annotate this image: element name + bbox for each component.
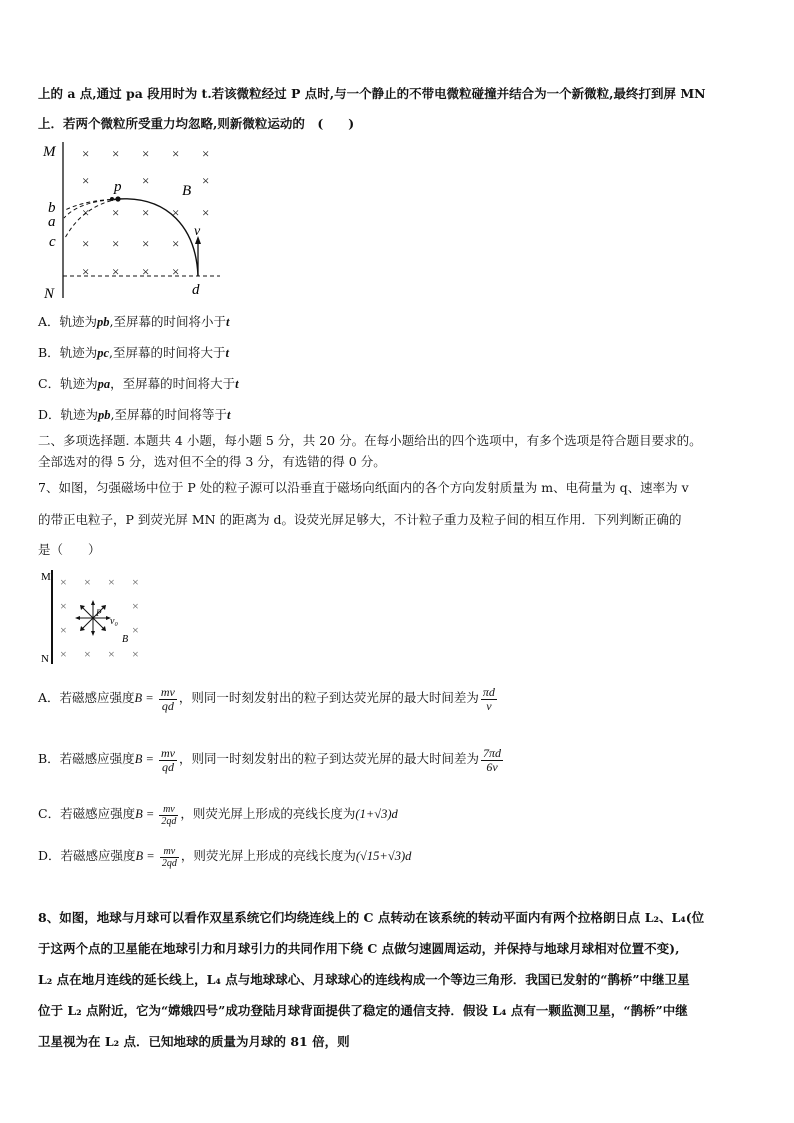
field-cross: × — [142, 236, 150, 251]
q7-figure — [38, 566, 158, 670]
field-cross: × — [202, 146, 210, 161]
label-M: M — [43, 144, 56, 160]
q6-option-C-path: pa — [97, 377, 111, 391]
label-N: N — [41, 653, 49, 665]
label-v: v — [194, 224, 201, 239]
q6-option-D-prefix: 轨迹为 — [60, 407, 99, 422]
q7-option-A[interactable] — [38, 684, 499, 713]
q8-stem-line3: L₂ 点在地月连线的延长线上，L₄ 点与地球球心、月球球心的连线构成一个等边三角形．我国已发射的“鹊桥”中继卫星 — [38, 972, 690, 987]
q7-option-B-text2: ，则同一时刻发射出的粒子到达荧光屏的最大时间差为 — [179, 751, 480, 766]
q7-option-A-answer: $\frac{\pi d}{v}$ — [482, 684, 495, 713]
q6-option-D-t: t — [227, 408, 231, 422]
label-M: M — [41, 571, 51, 583]
label-B: B — [182, 183, 192, 199]
neutral-particle — [110, 197, 114, 201]
label-b: b — [48, 200, 56, 216]
q6-option-D-label: D． — [38, 407, 61, 422]
q7-option-B[interactable] — [38, 745, 505, 774]
q7-option-D-answer: (√15+√3)d — [355, 849, 412, 863]
trajectory-arc — [118, 199, 198, 276]
q6-option-C-t: t — [235, 377, 239, 391]
field-cross: × — [112, 146, 120, 161]
q7-option-A-formula: B = $\frac{mv}{qd}$ — [134, 684, 175, 713]
q7-option-C-formula: B = $\frac{mv}{2qd}$ — [135, 803, 177, 827]
q8-stem-line4: 位于 L₂ 点附近，它为“嫦娥四号”成功登陆月球背面提供了稳定的通信支持．假设 L₄ 点有一颗监测卫星，“鹊桥”中继 — [38, 1003, 688, 1018]
q6-option-D[interactable] — [38, 407, 231, 423]
q6-option-A[interactable] — [38, 314, 230, 330]
field-cross: × — [60, 647, 67, 661]
q7-option-A-text1: A．若磁感应强度 — [38, 690, 135, 705]
q6-option-B-label: B． — [38, 345, 60, 360]
q6-option-A-label: A． — [38, 314, 60, 329]
field-cross: × — [60, 575, 67, 589]
q7-option-D-formula: B = $\frac{mv}{2qd}$ — [135, 845, 177, 869]
field-cross: × — [132, 575, 139, 589]
field-cross: × — [132, 599, 139, 613]
q6-option-C[interactable] — [38, 376, 239, 392]
q7-option-B-formula: B = $\frac{mv}{qd}$ — [134, 745, 176, 774]
q7-option-C-text1: C．若磁感应强度 — [38, 806, 136, 821]
label-B: B — [122, 634, 129, 645]
q7-option-B-text1: B．若磁感应强度 — [38, 751, 135, 766]
magnetic-field-crosses — [82, 146, 209, 279]
field-cross: × — [132, 623, 139, 637]
label-P: P — [96, 608, 102, 618]
field-cross: × — [202, 205, 210, 220]
field-cross: × — [108, 647, 115, 661]
field-cross: × — [82, 264, 90, 279]
q6-option-B-t: t — [225, 346, 229, 360]
q6-option-B[interactable] — [38, 345, 229, 361]
q6-option-A-path: pb — [97, 315, 110, 329]
q7-option-C-text2: ，则荧光屏上形成的亮线长度为 — [180, 806, 356, 821]
q7-option-A-text2: ，则同一时刻发射出的粒子到达荧光屏的最大时间差为 — [178, 690, 479, 705]
label-N: N — [44, 286, 55, 302]
q6-option-B-rest: ,至屏幕的时间将大于 — [109, 345, 226, 360]
trajectory-pa — [64, 199, 118, 218]
field-cross: × — [84, 575, 91, 589]
field-cross: × — [60, 623, 67, 637]
q8-stem-line5: 卫星视为在 L₂ 点．已知地球的质量为月球的 81 倍，则 — [38, 1034, 350, 1049]
q6-option-A-prefix: 轨迹为 — [59, 314, 98, 329]
q6-option-D-rest: ,至屏幕的时间将等于 — [110, 407, 228, 422]
field-cross: × — [132, 647, 139, 661]
field-cross: × — [142, 205, 150, 220]
q8-stem-line1: 8、如图，地球与月球可以看作双星系统它们均绕连线上的 C 点转动在该系统的转动平面内有两个拉格朗日点 L₂、L₄(位 — [38, 910, 705, 925]
field-cross: × — [112, 236, 120, 251]
field-cross: × — [108, 575, 115, 589]
q6-option-A-t: t — [226, 315, 230, 329]
label-p: p — [114, 179, 122, 195]
q8-stem-line2: 于这两个点的卫星能在地球引力和月球引力的共同作用下绕 C 点做匀速圆周运动，并保持与地球月球相对位置不变), — [38, 941, 680, 956]
field-cross: × — [172, 205, 180, 220]
label-d: d — [192, 282, 200, 298]
label-a: a — [48, 214, 56, 230]
q6-option-C-prefix: 轨迹为 — [60, 376, 98, 391]
field-cross: × — [142, 146, 150, 161]
q6-option-B-prefix: 轨迹为 — [59, 345, 98, 360]
q7-stem-line1: 7、如图，匀强磁场中位于 P 处的粒子源可以沿垂直于磁场向纸面内的各个方向发射质量为 m、电荷量为 q、速率为 v — [38, 480, 689, 495]
field-cross: × — [172, 264, 180, 279]
field-cross: × — [84, 647, 91, 661]
q7-stem-line2: 的带正电粒子，P 到荧光屏 MN 的距离为 d。设荧光屏足够大，不计粒子重力及粒子间的相互作用．下列判断正确的 — [38, 512, 682, 527]
section2-instruction-line2: 全部选对的得 5 分，选对但不全的得 3 分，有选错的得 0 分。 — [38, 454, 386, 469]
field-cross: × — [172, 146, 180, 161]
q7-option-C[interactable] — [38, 802, 398, 827]
trajectory-pc — [65, 199, 118, 238]
field-cross: × — [60, 599, 67, 613]
q6-option-C-rest: ，至屏幕的时间将大于 — [110, 376, 236, 391]
field-cross: × — [82, 205, 90, 220]
field-cross: × — [112, 264, 120, 279]
point-p — [115, 196, 120, 201]
q7-option-D-text2: ，则荧光屏上形成的亮线长度为 — [180, 848, 356, 863]
label-v0: v₀ — [110, 616, 118, 627]
field-cross: × — [202, 173, 210, 188]
q7-option-C-answer: (1+√3)d — [355, 807, 398, 821]
q7-option-D[interactable] — [38, 844, 411, 869]
q7-option-D-text1: D．若磁感应强度 — [38, 848, 136, 863]
q6-option-C-label: C． — [38, 376, 61, 391]
section2-instruction-line1: 二、多项选择题. 本题共 4 小题，每小题 5 分，共 20 分。在每小题给出的四个选项中，有多个选项是符合题目要求的。 — [38, 433, 702, 448]
field-cross: × — [82, 173, 90, 188]
q6-option-D-path: pb — [98, 408, 111, 422]
q6-option-B-path: pc — [97, 346, 110, 360]
label-c: c — [49, 234, 56, 250]
field-cross: × — [142, 173, 150, 188]
field-cross: × — [142, 264, 150, 279]
q6-stem-line1: 上的 a 点,通过 pa 段用时为 t.若该微粒经过 P 点时,与一个静止的不带电微粒碰撞并结合为一个新微粒,最终打到屏 MN — [38, 86, 706, 101]
field-cross: × — [82, 146, 90, 161]
field-cross: × — [82, 236, 90, 251]
q6-stem-line2: 上．若两个微粒所受重力均忽略,则新微粒运动的 ( ) — [38, 116, 355, 131]
q6-figure — [38, 138, 228, 304]
q7-stem-line3: 是（ ） — [38, 542, 101, 557]
q7-option-B-answer: $\frac{7\pi d}{6v}$ — [483, 745, 502, 774]
field-cross: × — [112, 205, 120, 220]
field-cross: × — [172, 236, 180, 251]
q6-option-A-rest: ,至屏幕的时间将小于 — [109, 314, 227, 329]
